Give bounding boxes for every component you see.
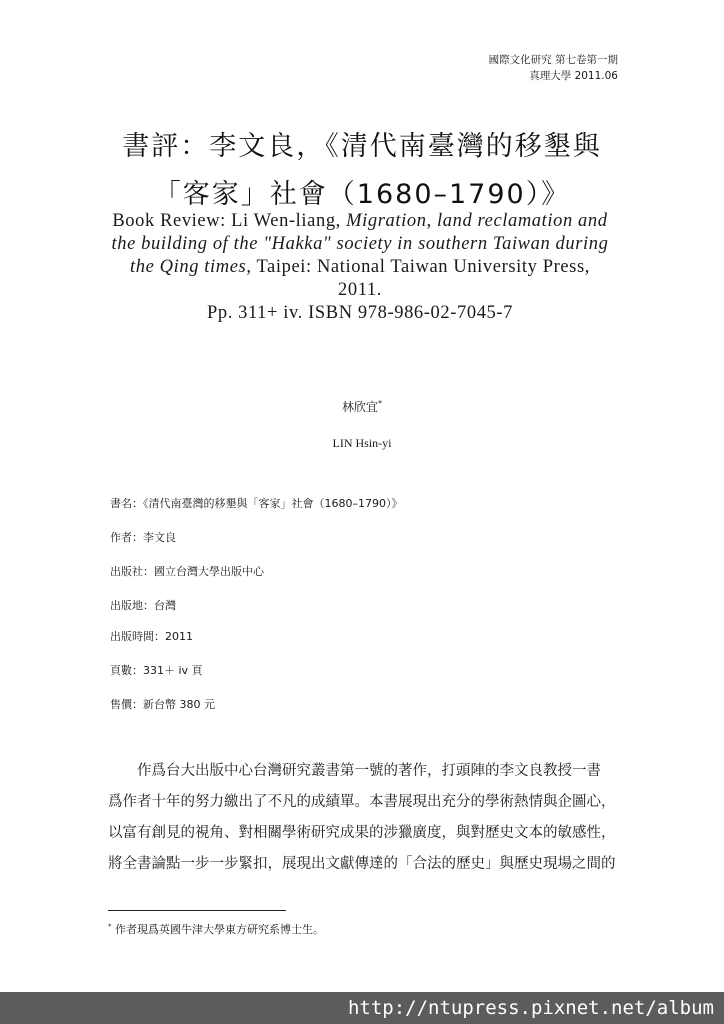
footnote-divider: [108, 910, 286, 911]
author-zh: [0, 398, 724, 415]
title-en-line2: the building of the "Hakka" society in southern Taiwan during: [111, 234, 609, 254]
title-en-line3b: , Taipei: National Taiwan University Press,: [246, 257, 590, 277]
title-en-line3a: the Qing times: [130, 257, 247, 277]
body-line: 將全書論點一步一步緊扣，展現出文獻傳達的「合法的歷史」與歷史現場之間的: [108, 856, 616, 872]
footnote-text: 作者現爲英國牛津大學東方研究系博士生。: [115, 923, 324, 936]
title-en-line1b: Migration, land reclamation and: [346, 211, 608, 231]
book-info-author: 作者：李文良: [110, 531, 176, 544]
footnote-mark: *: [108, 922, 112, 931]
book-info-pages: 頁數：331＋ iv 頁: [110, 664, 203, 677]
author-zh-name: 林欣宜: [341, 400, 378, 414]
title-en-line1a: Book Review: Li Wen-liang,: [112, 211, 347, 231]
title-en-line5: Pp. 311+ iv. ISBN 978-986-02-7045-7: [206, 303, 513, 323]
journal-name: 國際文化研究 第七卷第一期: [488, 54, 618, 66]
title-en: [100, 210, 620, 325]
title-zh-line1: 書評：李文良，《清代南臺灣的移墾與: [122, 131, 602, 162]
title-en-line4: 2011.: [338, 280, 382, 300]
book-info-publisher: 出版社：國立台灣大學出版中心: [110, 565, 264, 578]
body-line: 爲作者十年的努力繳出了不凡的成績單。本書展現出充分的學術熱情與企圖心，: [108, 794, 616, 810]
watermark-url: http://ntupress.pixnet.net/album: [0, 992, 724, 1024]
book-info-year: 出版時間：2011: [110, 630, 193, 643]
body-paragraph: [108, 756, 616, 880]
book-info-place: 出版地：台灣: [110, 599, 176, 612]
book-info-title: 書名：《清代南臺灣的移墾與「客家」社會（1680–1790）》: [110, 497, 403, 510]
body-line: 以富有創見的視角、對相關學術研究成果的涉獵廣度，與對歷史文本的敏感性，: [108, 825, 616, 841]
body-line: 作爲台大出版中心台灣研究叢書第一號的著作，打頭陣的李文良教授一書: [137, 763, 601, 779]
book-info-price: 售價：新台幣 380 元: [110, 698, 215, 711]
author-footnote-mark: *: [378, 399, 382, 408]
journal-header: [489, 52, 618, 84]
journal-issue: 真理大學 2011.06: [529, 70, 618, 82]
title-zh-line2: 「客家」社會（1680–1790）》: [153, 179, 571, 210]
author-en: LIN Hsin-yi: [332, 436, 392, 450]
footnote: [108, 921, 324, 937]
